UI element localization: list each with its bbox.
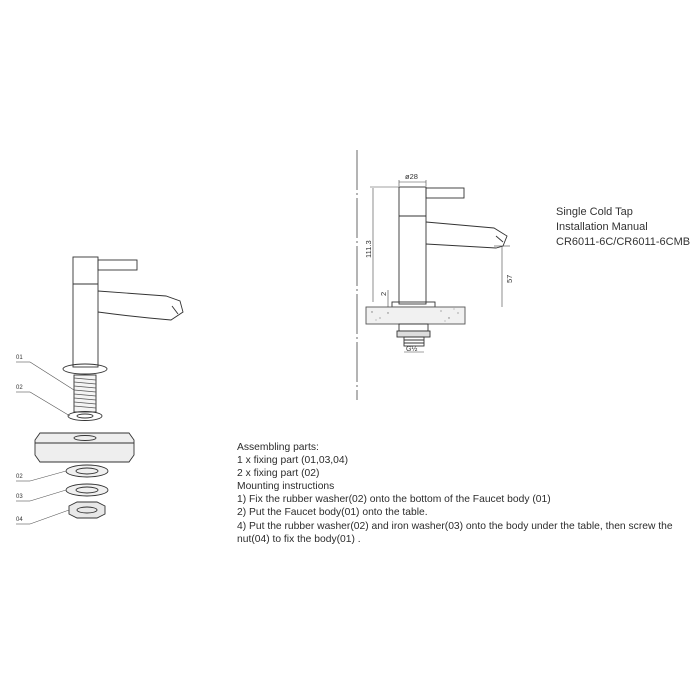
dim-base: 2 [379,291,388,296]
faucet-body-outline [399,187,426,304]
callout-03: 03 [16,494,23,500]
manual-title: Installation Manual [556,221,648,233]
step-2: 2) Put the Faucet body(01) onto the table. [237,507,428,519]
step-1: 1) Fix the rubber washer(02) onto the bottom of the Faucet body (01) [237,494,551,506]
callout-02-lower: 02 [16,474,23,480]
dim-height: 111.3 [364,240,373,258]
exploded-view [35,257,183,518]
product-title: Single Cold Tap [556,206,633,218]
part-line-1: 1 x fixing part (01,03,04) [237,455,349,467]
spout-outline [426,222,507,248]
countertop [366,307,465,324]
step-4: 4) Put the rubber washer(02) and iron washer(03) onto the body under the table, then screw the nut(04) to fix the body(01) . [237,520,673,545]
callout-04: 04 [16,517,23,523]
part-line-2: 2 x fixing part (02) [237,468,320,480]
model-number: CR6011-6C/CR6011-6CMB [556,236,691,248]
dim-spout-height: 57 [505,274,514,283]
instructions-block [237,441,700,546]
dim-diameter-top: ø28 [405,172,418,181]
exploded-faucet-body [73,257,98,367]
dim-thread: G½ [406,346,418,353]
mounting-heading: Mounting instructions [237,481,335,493]
assembling-heading: Assembling parts: [237,442,319,453]
exploded-table-block [35,433,134,462]
callout-02-upper: 02 [16,385,23,391]
handle-outline [426,188,464,198]
callout-01: 01 [16,355,23,361]
